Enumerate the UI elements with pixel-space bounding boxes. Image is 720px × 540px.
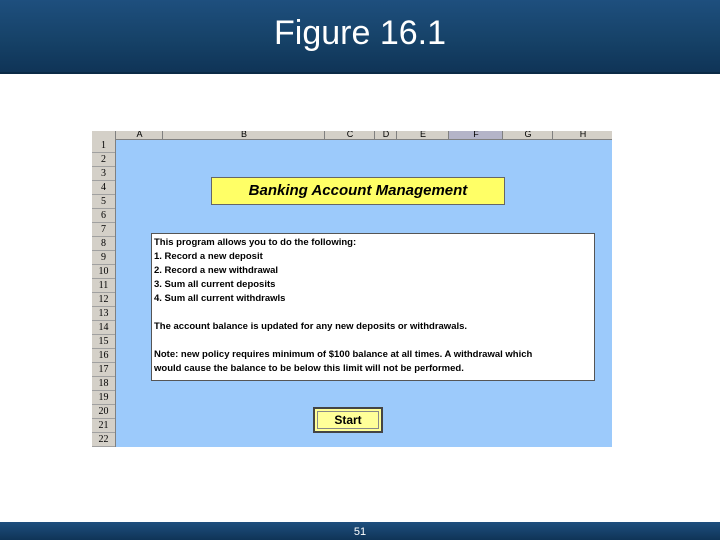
row-header[interactable]: 17 [92,363,115,377]
banking-title-box: Banking Account Management [211,177,505,205]
start-button[interactable] [313,407,383,433]
row-header[interactable]: 9 [92,251,115,265]
row-header[interactable]: 10 [92,265,115,279]
row-header[interactable]: 11 [92,279,115,293]
description-textbox [151,233,595,381]
description-line [154,306,592,320]
row-header[interactable]: 1 [92,139,115,153]
spreadsheet-area [92,131,612,447]
row-header[interactable]: 5 [92,195,115,209]
description-line: would cause the balance to be below this limit will not be performed. [154,363,464,374]
column-header-h[interactable]: H [552,131,612,139]
description-line: 3. Sum all current deposits [154,279,276,290]
column-header-e[interactable]: E [396,131,449,139]
slide-footer-bar [0,522,720,540]
row-header[interactable]: 19 [92,391,115,405]
description-line: 1. Record a new deposit [154,251,263,262]
description-line: 2. Record a new withdrawal [154,265,279,276]
row-header[interactable]: 2 [92,153,115,167]
row-header[interactable]: 14 [92,321,115,335]
row-header[interactable]: 16 [92,349,115,363]
description-line: This program allows you to do the following: [154,237,357,248]
description-line: The account balance is updated for any new deposits or withdrawals. [154,321,468,332]
column-header-b[interactable]: B [162,131,325,139]
row-header[interactable]: 7 [92,223,115,237]
row-header[interactable]: 6 [92,209,115,223]
column-header-a[interactable]: A [115,131,163,139]
slide-title-bar [0,0,720,74]
row-header-column [92,139,116,447]
description-line: 4. Sum all current withdrawls [154,293,286,304]
start-button-label: Start [334,413,362,427]
row-header[interactable]: 12 [92,293,115,307]
column-header-row [92,131,612,140]
row-header[interactable]: 13 [92,307,115,321]
description-line [154,334,592,348]
column-header-c[interactable]: C [324,131,375,139]
description-line: Note: new policy requires minimum of $100 balance at all times. A withdrawal which [154,349,533,360]
row-header[interactable]: 22 [92,433,115,447]
column-header-d[interactable]: D [374,131,397,139]
row-header[interactable]: 18 [92,377,115,391]
column-header-g[interactable]: G [502,131,553,139]
row-header[interactable]: 8 [92,237,115,251]
slide-title: Figure 16.1 [274,14,446,52]
column-header-f[interactable]: F [448,131,503,139]
row-header[interactable]: 4 [92,181,115,195]
row-header[interactable]: 21 [92,419,115,433]
page-number: 51 [353,526,367,538]
row-header[interactable]: 3 [92,167,115,181]
row-header[interactable]: 15 [92,335,115,349]
row-header[interactable]: 20 [92,405,115,419]
